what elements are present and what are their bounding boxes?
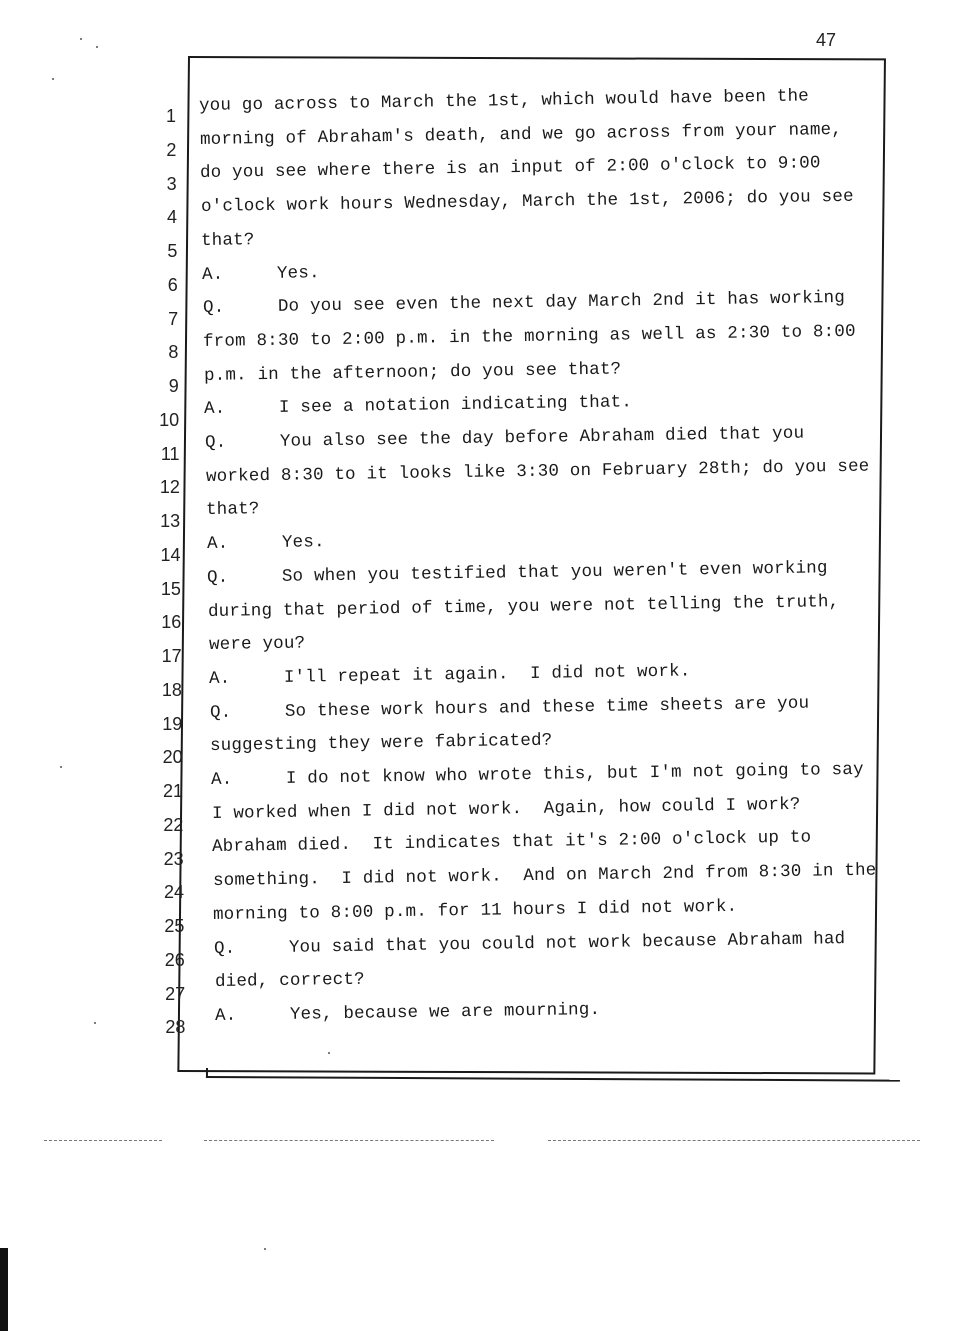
transcript-line: suggesting they were fabricated? (210, 730, 553, 757)
transcript-line: Q. So when you testified that you weren't even working (207, 558, 829, 588)
transcript-line: morning to 8:00 p.m. for 11 hours I did not work. (213, 896, 738, 925)
line-number: 21 (162, 781, 183, 801)
line-number: 24 (164, 882, 185, 903)
transcript-line: o'clock work hours Wednesday, March the 1st, 2006; do you see (200, 186, 854, 218)
line-number: 10 (159, 409, 180, 430)
line-number: 15 (160, 578, 181, 599)
line-number: 14 (160, 544, 181, 565)
transcript-line: A. I do not know who wrote this, but I'm not going to say (210, 759, 864, 790)
transcript-line: morning of Abraham's death, and we go across from your name, (199, 119, 842, 150)
transcript-line: worked 8:30 to it looks like 3:30 on February 28th; do you see (205, 456, 870, 487)
line-number: 19 (162, 713, 183, 734)
transcript-line: do you see where there is an input of 2:00 o'clock to 9:00 (200, 153, 821, 184)
scan-speck (52, 78, 54, 80)
line-number: 17 (161, 646, 182, 666)
transcript-line: A. Yes. (206, 532, 325, 555)
scan-speck (94, 1022, 96, 1024)
line-number: 20 (162, 747, 183, 768)
line-number: 5 (167, 241, 178, 261)
line-number: 12 (159, 477, 180, 498)
scan-speck (328, 1052, 330, 1054)
line-number: 28 (165, 1017, 186, 1038)
transcript-line: Q. You said that you could not work because Abraham had (213, 928, 846, 959)
line-number: 2 (166, 139, 177, 160)
transcript-line: something. I did not work. And on March 2nd from 8:30 in the (212, 860, 877, 892)
transcript-line: p.m. in the afternoon; do you see that? (203, 359, 622, 386)
page-number: 47 (816, 30, 837, 50)
transcript-line: Q. So these work hours and these time sheets are you (209, 693, 810, 723)
transcript-line: were you? (208, 633, 306, 656)
line-number: 3 (166, 173, 177, 194)
transcript-line: A. Yes. (201, 262, 320, 285)
transcript-line: A. I'll repeat it again. I did not work. (209, 661, 691, 689)
scan-artifact-rule (548, 1140, 920, 1141)
line-number: 6 (167, 274, 178, 295)
transcript-line: during that period of time, you were not telling the truth, (207, 591, 840, 622)
line-number: 22 (163, 814, 184, 835)
line-number: 16 (161, 612, 182, 633)
transcript-line: Q. Do you see even the next day March 2nd it has working (202, 288, 845, 319)
scan-artifact-rule (44, 1140, 162, 1141)
scan-speck (60, 766, 62, 768)
line-number: 1 (165, 106, 176, 126)
transcript-line: A. Yes, because we are mourning. (215, 999, 601, 1026)
line-number: 8 (168, 342, 179, 363)
line-number: 18 (161, 679, 182, 700)
line-number: 13 (160, 511, 181, 531)
line-number: 11 (160, 443, 180, 464)
scan-artifact-rule (204, 1140, 494, 1141)
transcript-line: you go across to March the 1st, which would have been the (198, 86, 810, 116)
transcript-line: that? (201, 229, 256, 251)
transcript-line: I worked when I did not work. Again, how could I work? (211, 794, 801, 824)
line-number: 9 (168, 376, 179, 396)
scan-speck (80, 38, 82, 40)
scan-speck (96, 46, 98, 48)
line-number: 25 (164, 916, 185, 936)
line-number: 26 (164, 949, 185, 970)
line-number: 27 (165, 983, 186, 1004)
line-number: 23 (163, 848, 184, 869)
transcript-line: A. I see a notation indicating that. (204, 392, 633, 420)
line-number: 4 (167, 207, 178, 228)
transcript-line: died, correct? (214, 969, 365, 993)
transcript-line: that? (206, 499, 260, 521)
transcript-line: from 8:30 to 2:00 p.m. in the morning as well as 2:30 to 8:00 (203, 321, 857, 352)
scan-speck (264, 1248, 266, 1250)
scan-edge-bar (0, 1248, 8, 1331)
transcript-line: Q. You also see the day before Abraham died that you (204, 423, 805, 453)
line-number: 7 (168, 308, 179, 329)
transcript-line: Abraham died. It indicates that it's 2:00 o'clock up to (212, 827, 812, 858)
